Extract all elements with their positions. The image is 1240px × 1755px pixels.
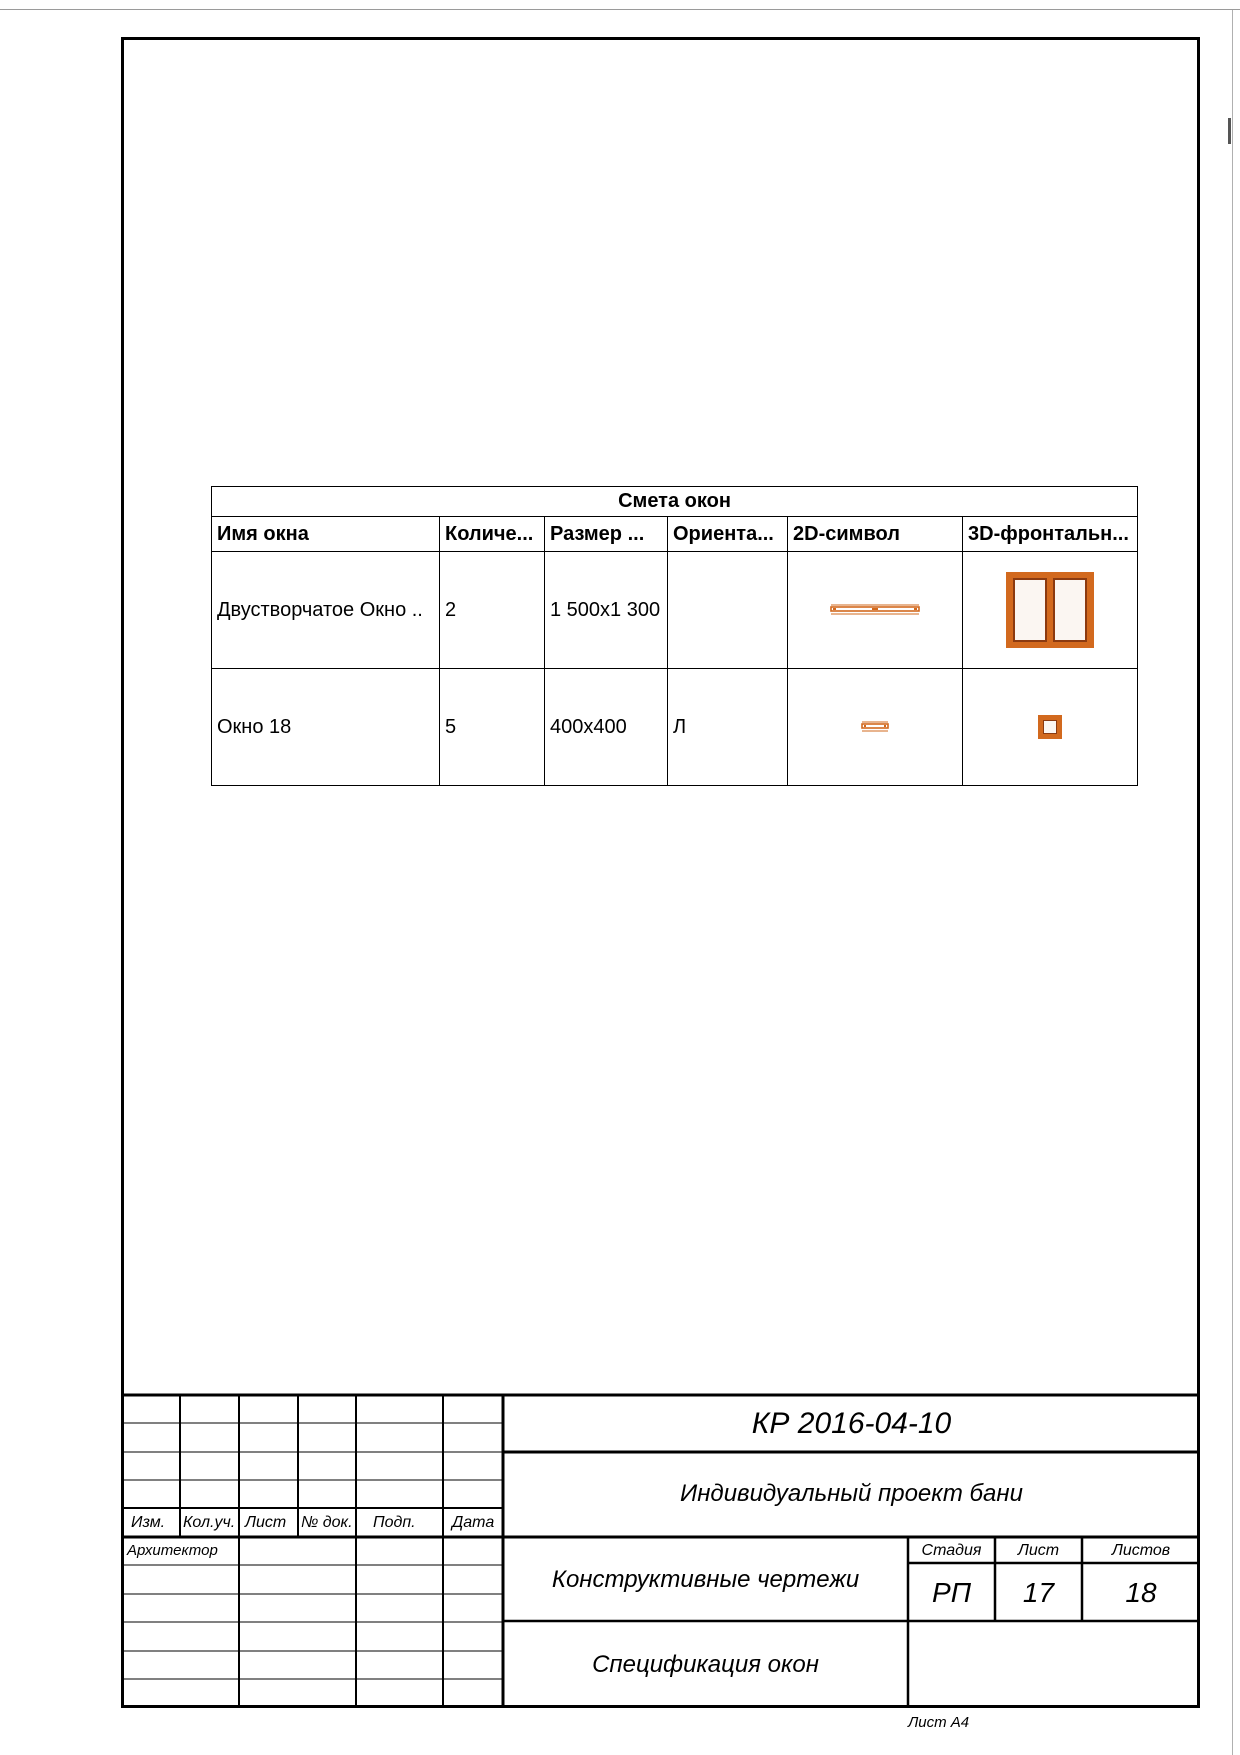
stamp-label-kol-uch: Кол.уч.: [183, 1514, 236, 1531]
window-schedule-table: [211, 486, 1138, 786]
cell-3d-front: [963, 552, 1138, 669]
sheets-total: 18: [1125, 1577, 1157, 1608]
col-header-qty[interactable]: Количе...: [440, 517, 545, 552]
cell-2d-symbol: [788, 669, 963, 786]
cell-name: Двустворчатое Окно ..: [212, 552, 440, 669]
cell-orientation: [668, 552, 788, 669]
col-header-name[interactable]: Имя окна: [212, 517, 440, 552]
col-header-size[interactable]: Размер ...: [545, 517, 668, 552]
stage-value: РП: [932, 1577, 971, 1608]
stage-label: Стадия: [921, 1542, 982, 1559]
format-label: Лист А4: [908, 1714, 970, 1731]
col-header-2d-symbol[interactable]: 2D-символ: [788, 517, 963, 552]
stamp-label-podp: Подп.: [373, 1514, 416, 1531]
stamp-role: Архитектор: [127, 1542, 218, 1559]
cell-2d-symbol: [788, 552, 963, 669]
stamp-label-data: Дата: [452, 1514, 495, 1531]
cell-size: 1 500x1 300: [545, 552, 668, 669]
small-window-front-icon: [1037, 714, 1063, 740]
small-window-plan-icon: [861, 720, 889, 734]
cell-qty: 5: [440, 669, 545, 786]
drawing-frame: [121, 37, 1200, 1708]
stamp-label-list: Лист: [245, 1514, 287, 1531]
table-row[interactable]: [212, 669, 1138, 786]
cell-name: Окно 18: [212, 669, 440, 786]
stamp-label-izm: Изм.: [131, 1514, 166, 1531]
table-row[interactable]: [212, 552, 1138, 669]
project-name: Индивидуальный проект бани: [680, 1480, 1023, 1507]
sheets-label: Листов: [1111, 1542, 1171, 1559]
col-header-3d-front[interactable]: 3D-фронтальн...: [963, 517, 1138, 552]
document-code: КР 2016-04-10: [751, 1407, 952, 1440]
cell-orientation: Л: [668, 669, 788, 786]
double-window-front-icon: [1004, 570, 1096, 650]
schedule-title: Смета окон: [212, 487, 1138, 517]
section-name: Конструктивные чертежи: [551, 1566, 860, 1593]
cell-qty: 2: [440, 552, 545, 669]
page-right-edge: [1232, 10, 1233, 1755]
stamp-label-no-dok: № док.: [301, 1514, 353, 1531]
sheet-number: 17: [1022, 1577, 1055, 1608]
sheet-label: Лист: [1017, 1542, 1060, 1559]
col-header-orientation[interactable]: Ориента...: [668, 517, 788, 552]
cell-size: 400x400: [545, 669, 668, 786]
cell-3d-front: [963, 669, 1138, 786]
sheet-name: Спецификация окон: [592, 1651, 819, 1678]
scroll-tick: [1228, 118, 1231, 144]
double-window-plan-icon: [829, 602, 921, 618]
page-top-edge: [0, 9, 1240, 10]
